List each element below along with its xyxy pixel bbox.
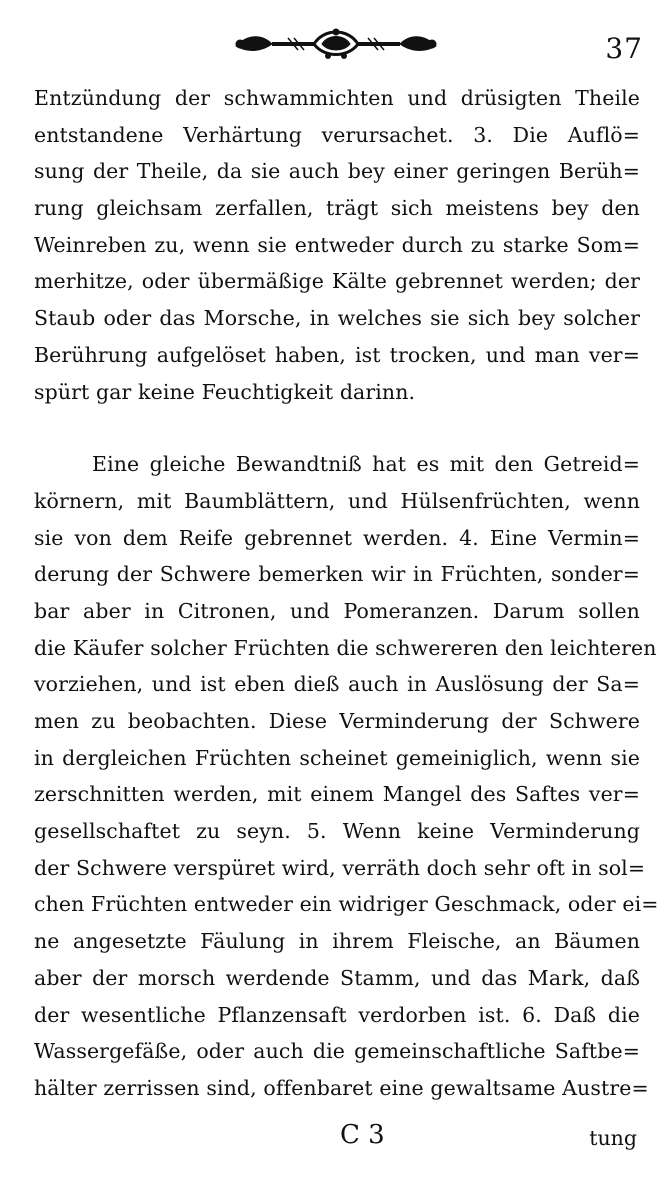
text-line: körnern, mit Baumblättern, und Hülsenfrüchten, wenn	[34, 488, 640, 513]
signature-mark: C 3	[340, 1120, 385, 1150]
text-line: Eine gleiche Bewandtniß hat es mit den Getreid=	[92, 452, 640, 477]
page-header	[0, 18, 671, 74]
text-line: in dergleichen Früchten scheinet gemeiniglich, wenn sie	[34, 745, 640, 770]
text-line: der wesentliche Pflanzensaft verdorben ist. 6. Daß die	[34, 1002, 640, 1027]
page-number: 37	[605, 32, 643, 65]
text-line: Staub oder das Morsche, in welches sie sich bey solcher	[34, 306, 640, 331]
text-line: zerschnitten werden, mit einem Mangel des Saftes ver=	[34, 782, 640, 807]
text-line: sung der Theile, da sie auch bey einer geringen Berüh=	[34, 159, 640, 184]
text-line: bar aber in Citronen, und Pomeranzen. Darum sollen	[34, 598, 640, 623]
text-line: rung gleichsam zerfallen, trägt sich meistens bey den	[34, 196, 640, 221]
text-line: aber der morsch werdende Stamm, und das Mark, daß	[34, 965, 640, 990]
body-text	[34, 80, 659, 1107]
text-line: spürt gar keine Feuchtigkeit darinn.	[34, 379, 416, 404]
decorative-headpiece-vignette-icon	[228, 24, 444, 64]
paragraph-2	[34, 446, 659, 1106]
paragraph-1	[34, 80, 640, 410]
text-line: die Käufer solcher Früchten die schwereren den leichteren	[34, 635, 657, 660]
text-line: sie von dem Reife gebrennet werden. 4. Eine Vermin=	[34, 525, 640, 550]
text-line: Entzündung der schwammichten und drüsigten Theile	[34, 86, 640, 110]
text-line: ne angesetzte Fäulung in ihrem Fleische, an Bäumen	[34, 929, 640, 954]
text-line: hälter zerrissen sind, offenbaret eine gewaltsame Austre=	[34, 1075, 649, 1100]
text-line: Weinreben zu, wenn sie entweder durch zu starke Som=	[34, 232, 640, 257]
text-line: chen Früchten entweder ein widriger Geschmack, oder ei=	[34, 892, 659, 917]
text-line: entstandene Verhärtung verursachet. 3. Die Auflö=	[34, 122, 640, 147]
catchword: tung	[589, 1126, 637, 1150]
text-line: der Schwere verspüret wird, verräth doch sehr oft in sol=	[34, 855, 646, 880]
text-line: merhitze, oder übermäßige Kälte gebrennet werden; der	[34, 269, 640, 294]
text-line: derung der Schwere bemerken wir in Früchten, sonder=	[34, 562, 640, 587]
text-line: men zu beobachten. Diese Verminderung der Schwere	[34, 709, 640, 733]
page-footer	[0, 1118, 671, 1168]
text-line: vorziehen, und ist eben dieß auch in Auslösung der Sa=	[34, 672, 640, 697]
text-line: Berührung aufgelöset haben, ist trocken, und man ver=	[34, 342, 640, 367]
text-line: Wassergefäße, oder auch die gemeinschaftliche Saftbe=	[34, 1039, 640, 1064]
text-line: gesellschaftet zu seyn. 5. Wenn keine Verminderung	[34, 819, 640, 844]
